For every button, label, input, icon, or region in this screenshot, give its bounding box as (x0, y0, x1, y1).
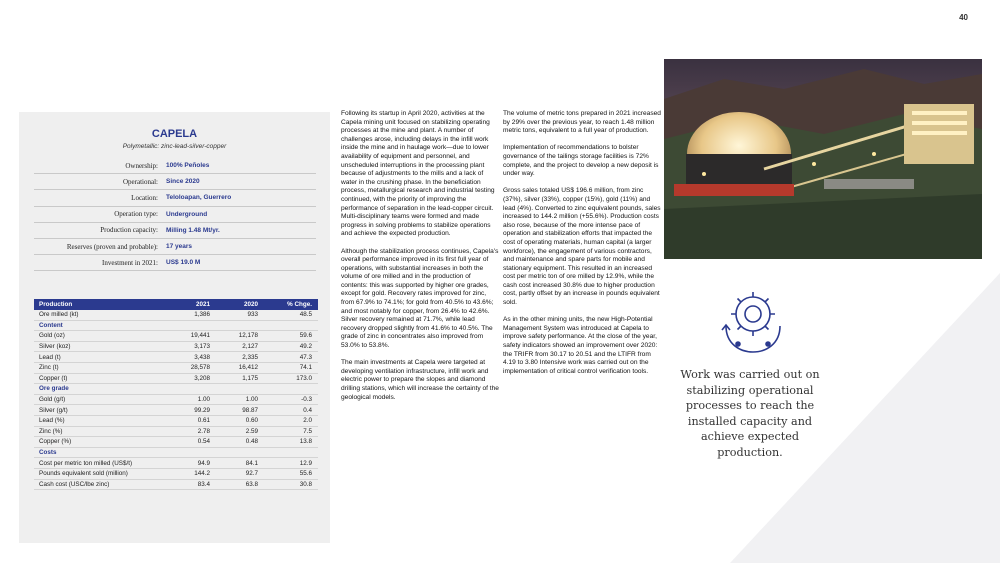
body-paragraph: Gross sales totaled US$ 196.6 million, from zinc (37%), silver (33%), copper (15%), gold (11%) and lead (4%). Converted to zinc equivalent pounds, sales increased to 144.2 million (+55.6%). Production costs also rose, because of the more intense pace of operation and stabilization efforts that impacted the cost of operating materials, human capital (a larger workforce), the engagement of various contractors, and maintenance and spare parts for mobile and stationary equipment. This resulted in an increased cost per metric ton of ore milled by 12.9%, while the cash cost increased 30.8% due to higher production cost, partly offset by an increase in pounds equivalent sold. (503, 187, 661, 307)
table-row (34, 427, 318, 438)
table-cell: 47.3 (299, 353, 312, 361)
page-number: 40 (959, 13, 968, 22)
unit-subtitle: Polymetallic: zinc-lead-silver-copper (122, 143, 227, 150)
body-paragraph: As in the other mining units, the new High-Potential Management System was introduced at Capela to improve safety performance. At the close of the year, safety indicators showed an improvement over 2020: the TRIFR from 30.17 to 20.51 and the LTIFR from 4.19 to 3.80 Intensive work was carried out on the implementation of critical control verification tools. (503, 316, 658, 375)
info-row (34, 174, 316, 190)
gear-icon (718, 286, 788, 356)
table-cell: Silver (koz) (39, 343, 71, 351)
header-change: % Chge. (287, 301, 312, 308)
info-row (34, 239, 316, 255)
production-table-header (34, 299, 318, 310)
table-cell: 84.1 (245, 459, 258, 467)
info-label: Reserves (proven and probable): (66, 242, 158, 251)
table-cell: 12,178 (238, 332, 258, 340)
body-paragraph: Implementation of recommendations to bolster governance of the tailings storage facilities is 72% complete, and the project to develop a new deposit is under way. (503, 144, 659, 178)
table-cell: 2,127 (242, 343, 258, 351)
table-cell: 99.29 (194, 406, 210, 414)
table-cell: Zinc (%) (39, 427, 63, 435)
table-cell: 173.0 (296, 374, 312, 382)
table-cell: 1.00 (245, 396, 258, 404)
table-row (34, 416, 318, 427)
table-section-label: Content (34, 321, 318, 332)
table-row (34, 395, 318, 406)
table-row (34, 437, 318, 448)
table-cell: 3,208 (194, 374, 210, 382)
table-row (34, 458, 318, 469)
table-row (34, 352, 318, 363)
table-cell: Copper (t) (39, 374, 68, 382)
table-cell: 13.8 (299, 438, 312, 446)
info-label: Ownership: (125, 161, 158, 170)
text-column-1 (341, 110, 499, 411)
table-cell: 1,386 (194, 311, 210, 319)
table-cell: 12.9 (299, 459, 312, 467)
table-row (34, 310, 318, 321)
table-cell: Copper (%) (39, 438, 72, 446)
table-cell: 933 (247, 311, 258, 319)
table-cell: Lead (t) (39, 353, 61, 361)
table-cell: 1.00 (197, 396, 210, 404)
table-cell: 3,173 (194, 343, 210, 351)
info-row (34, 190, 316, 206)
table-section-label: Costs (34, 448, 318, 459)
info-value: 17 years (166, 243, 193, 251)
table-cell: 16,412 (238, 364, 258, 372)
table-row (34, 331, 318, 342)
table-cell: Ore milled (kt) (39, 311, 79, 319)
table-cell: 0.54 (197, 438, 210, 446)
table-cell: Silver (g/t) (39, 406, 68, 414)
table-cell: 63.8 (245, 480, 258, 488)
table-row (34, 374, 318, 385)
unit-title: CAPELA (151, 128, 198, 140)
header-production: Production (39, 301, 73, 308)
table-cell: 0.4 (303, 406, 312, 414)
info-value: Milling 1.48 Mt/yr. (166, 226, 220, 234)
info-label: Operational: (123, 177, 158, 186)
info-label: Investment in 2021: (102, 258, 158, 267)
text-column-2 (503, 110, 661, 385)
info-value: Teloloapan, Guerrero (166, 194, 232, 202)
table-cell: 19,441 (190, 332, 210, 340)
table-cell: Zinc (t) (39, 364, 59, 372)
body-paragraph: Although the stabilization process continues, Capela's overall performance improved in its first full year of operations, with substantial increases in both the volume of ore milled and in the production of contents: this was supported by higher ore grades, except for gold. Recovery rates improved for zinc, from 67.9% to 74.1%; for gold from 40.5% to 43.6%; and most notably for copper, from 26.4% to 42.6%. Silver recovery remained at 71.7%, while lead recovery dropped slightly from 41.6% to 40.5%. The grade of zinc in concentrates also improved from 53.0% to 53.8%. (341, 247, 499, 350)
table-cell: 0.61 (197, 417, 210, 425)
table-cell: 2.0 (303, 417, 312, 425)
table-cell: 48.5 (299, 311, 312, 319)
table-cell: 55.6 (299, 470, 312, 478)
table-cell: 7.5 (303, 427, 312, 435)
table-cell: 144.2 (194, 470, 210, 478)
table-cell: 1,175 (242, 374, 258, 382)
table-cell: Lead (%) (39, 417, 65, 425)
table-row (34, 342, 318, 353)
table-cell: 74.1 (299, 364, 312, 372)
info-value: US$ 19.0 M (166, 259, 201, 267)
table-row (34, 363, 318, 374)
callout-quote: Work was carried out on stabilizing operational processes to reach the installed capacity and achieve expected production. (680, 368, 820, 459)
table-cell: Cash cost (USC/lbe zinc) (39, 480, 110, 488)
body-paragraph: The main investments at Capela were targeted at developing ventilation infrastructure, infill work and electric power to prepare the slopes and diamond drilling stations, which will increase the certainty of the geological models. (341, 359, 499, 401)
table-cell: Gold (g/t) (39, 396, 66, 404)
mine-plant-image (664, 59, 982, 259)
table-row (34, 469, 318, 480)
header-2020: 2020 (243, 301, 258, 308)
table-cell: 98.87 (242, 406, 258, 414)
table-row (34, 405, 318, 416)
info-table (34, 158, 316, 271)
header-2021: 2021 (195, 301, 210, 308)
table-cell: 28,578 (190, 364, 210, 372)
body-paragraph: Following its startup in April 2020, activities at the Capela mining unit focused on stabilizing operating processes at the mine and plant. A number of challenges arose, including delays in the infill work inside the mine and in haulage work—due to lower availability of equipment and personnel, and unscheduled interruptions in the processing plant because of adjustments to the mills and a lack of water in the crushing phase. In the beneficiation process, metallurgical research and industrial testing continued, with the priority of improving the performance of separation in the lead-copper circuit. Multi-disciplinary teams were formed and made progress in solving problems to stabilize operations and achieve the expected production. (341, 110, 495, 238)
table-cell: 3,438 (194, 353, 210, 361)
info-row (34, 255, 316, 271)
table-cell: 0.48 (245, 438, 258, 446)
table-section-label: Ore grade (34, 384, 318, 395)
table-cell: 59.6 (299, 332, 312, 340)
table-cell: 2.78 (197, 427, 210, 435)
mine-plant-photo (664, 59, 982, 259)
table-cell: -0.3 (301, 396, 312, 404)
info-value: Underground (166, 210, 208, 218)
table-cell: 92.7 (245, 470, 258, 478)
production-table-body (34, 310, 318, 490)
table-cell: Pounds equivalent sold (million) (39, 470, 128, 478)
info-value: 100% Peñoles (166, 162, 210, 170)
info-label: Production capacity: (100, 226, 158, 235)
body-paragraph: The volume of metric tons prepared in 2021 increased by 29% over the previous year, to reach 1.48 million metric tons, equivalent to a full year of production. (503, 110, 661, 135)
table-cell: 30.8 (299, 480, 312, 488)
table-cell: 49.2 (299, 343, 312, 351)
info-row (34, 158, 316, 174)
table-cell: Gold (oz) (39, 332, 65, 340)
table-cell: 83.4 (197, 480, 210, 488)
table-row (34, 480, 318, 491)
table-cell: Cost per metric ton milled (US$/t) (39, 459, 133, 467)
table-cell: 0.60 (245, 417, 258, 425)
info-row (34, 207, 316, 223)
production-table (34, 299, 318, 490)
info-row (34, 223, 316, 239)
table-cell: 2.59 (245, 427, 258, 435)
info-label: Location: (131, 193, 158, 202)
info-label: Operation type: (114, 210, 158, 219)
info-value: Since 2020 (166, 178, 200, 186)
table-cell: 2,335 (242, 353, 258, 361)
table-cell: 94.9 (197, 459, 210, 467)
